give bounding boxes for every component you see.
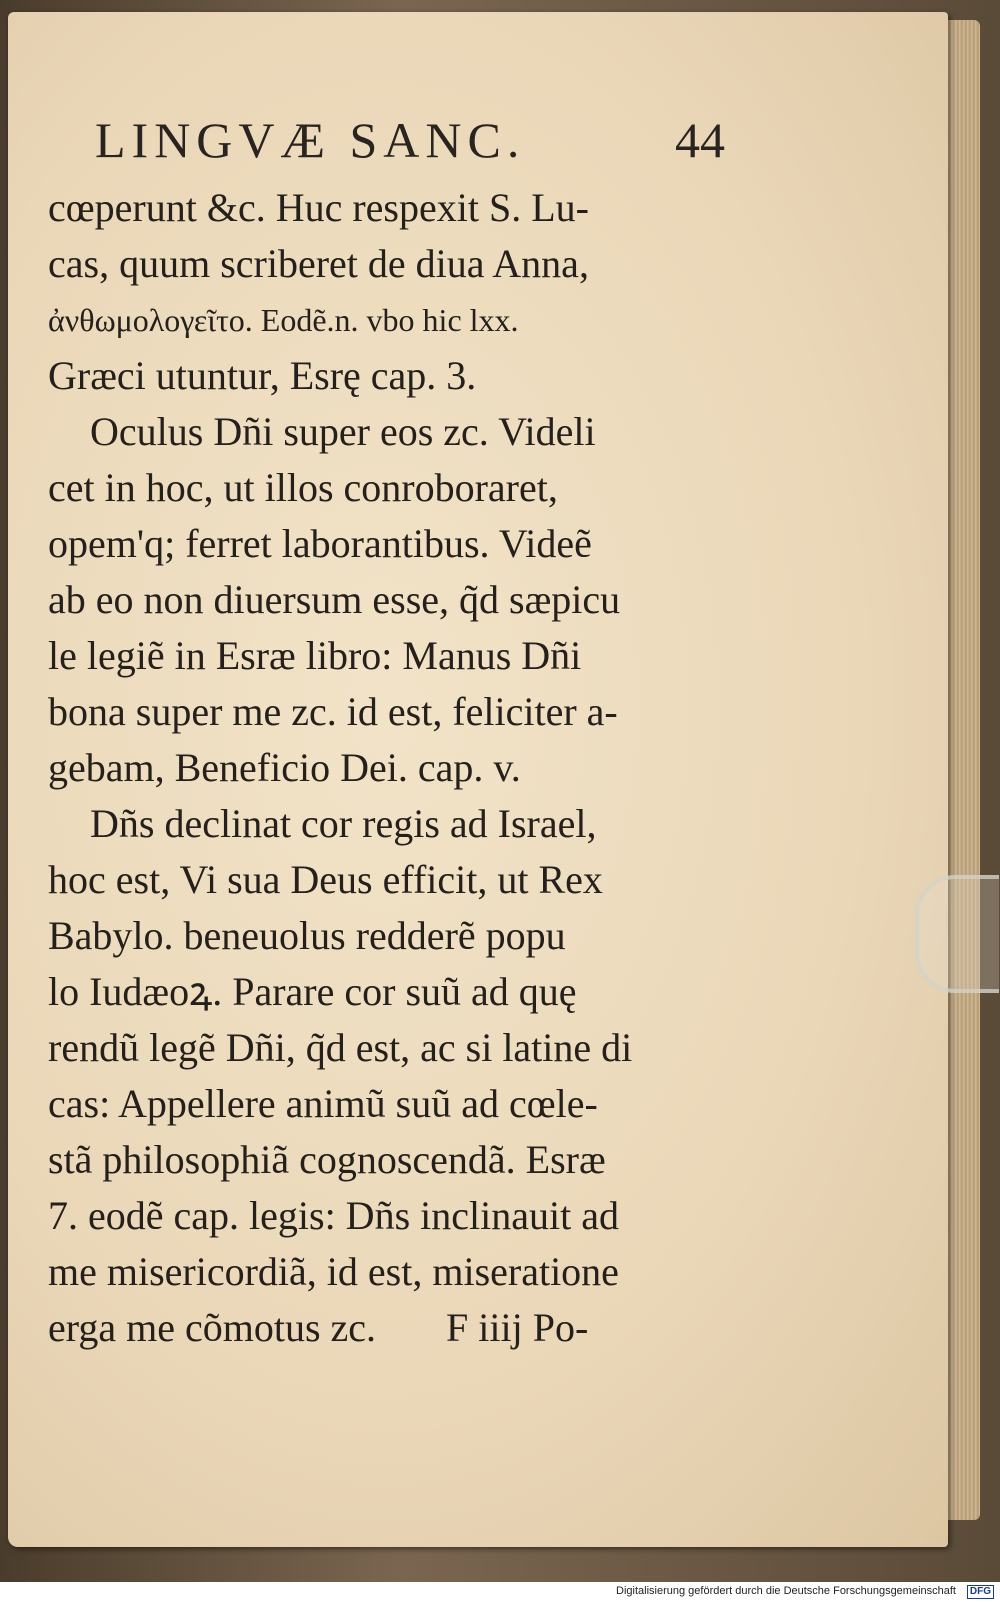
text-line: Babylo. beneuolus redderẽ popu [48,913,566,958]
text-line: Oculus Dñi super eos zc. Videli [90,409,596,454]
text-line: erga me cõmotus zc. [48,1305,377,1350]
text-line: cet in hoc, ut illos conroboraret, [48,465,558,510]
text-line: Dñs declinat cor regis ad Israel, [90,801,597,846]
book-clasp [915,875,999,993]
text-block [48,180,738,1356]
text-line: le legiẽ in Esræ libro: Manus Dñi [48,633,582,678]
text-line: Græci utuntur, Esrę cap. 3. [48,353,477,398]
text-line: ab eo non diuersum esse, q̃d sæpicu [48,577,621,622]
page-number: 44 [675,112,725,168]
text-line: opem'q; ferret laborantibus. Videẽ [48,521,592,566]
text-line: gebam, Beneficio Dei. cap. v. [48,745,521,790]
running-title: LINGVÆ SANC. [95,112,526,168]
text-line: ἀνθωμολογεῖτο. Eodẽ.n. vbo hic lxx. [48,302,519,338]
signature-mark: F iiij [446,1305,523,1350]
catchword: Po- [532,1305,589,1350]
text-line: cas: Appellere animũ suũ ad cœle- [48,1081,598,1126]
text-line: me misericordiã, id est, miseratione [48,1249,619,1294]
text-line: lo Iudæoꝝ. Parare cor suũ ad quę [48,969,577,1014]
digitization-footer [0,1582,1000,1602]
text-line: hoc est, Vi sua Deus efficit, ut Rex [48,857,603,902]
text-line: rendũ legẽ Dñi, q̃d est, ac si latine di [48,1025,633,1070]
dfg-logo: DFG [967,1585,994,1599]
page-header [95,110,725,170]
text-line: bona super me zc. id est, feliciter a- [48,689,618,734]
text-line: cas, quum scriberet de diua Anna, [48,241,589,286]
text-line: cœperunt &c. Huc respexit S. Lu- [48,185,589,230]
text-line: stã philosophiã cognoscendã. Esræ [48,1137,606,1182]
last-line-with-catchword [48,1300,738,1356]
funding-credit: Digitalisierung gefördert durch die Deutsche Forschungsgemeinschaft [616,1585,956,1597]
text-line: 7. eodẽ cap. legis: Dñs inclinauit ad [48,1193,619,1238]
